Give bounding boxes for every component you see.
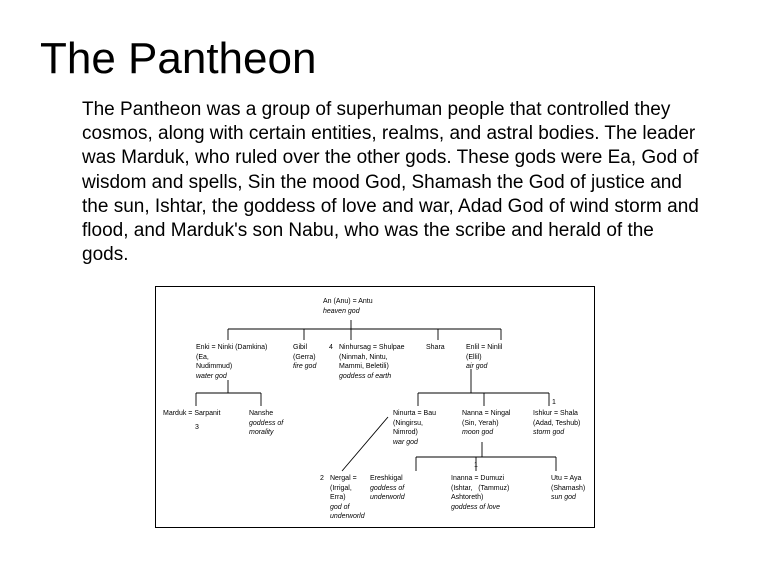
node-utu-role: sun god <box>551 494 576 501</box>
tree-node-nanshe <box>249 409 283 438</box>
node-enki-alias-2: Nudimmud) <box>196 363 233 370</box>
tree-node-ishkur <box>533 409 580 438</box>
node-marduk-number: 3 <box>195 424 199 431</box>
node-shara-name: Shara <box>426 344 445 351</box>
node-ninurta-role: war god <box>393 438 418 446</box>
node-ereshkigal-role-1: goddess of <box>370 484 405 492</box>
node-inanna-role: goddess of love <box>451 503 501 511</box>
tree-node-inanna <box>451 474 509 512</box>
node-inanna-alias-1: (Ishtar, (Tammuz) <box>451 484 510 492</box>
node-enki-role: water god <box>196 372 227 380</box>
node-inanna-alias-2: Ashtoreth) <box>451 494 484 501</box>
node-an-name: An (Anu) = Antu <box>323 298 373 305</box>
node-nanna-alias: (Sin, Yerah) <box>462 419 499 427</box>
node-utu-name: Utu = Aya <box>551 475 582 482</box>
node-ereshkigal-name: Ereshkigal <box>370 475 403 482</box>
node-enki-alias-1: (Ea, <box>196 353 209 361</box>
node-enlil-alias: (Ellil) <box>466 353 482 361</box>
node-ereshkigal-role-2: underworld <box>370 494 405 501</box>
node-nergal-number: 2 <box>320 475 324 482</box>
node-an-role: heaven god <box>323 307 360 315</box>
tree-node-nanna <box>462 409 510 438</box>
node-enki-name: Enki = Ninki (Damkina) <box>196 344 268 351</box>
node-inanna-name: Inanna = Dumuzi <box>451 475 505 482</box>
slide-title: The Pantheon <box>40 34 317 83</box>
node-ninhursag-alias-2: Mammi, Beletili) <box>339 363 389 370</box>
node-inanna-number: 1 <box>474 462 478 469</box>
node-enlil-name: Enlil = Ninlil <box>466 344 503 351</box>
tree-node-ninurta <box>393 409 436 447</box>
node-gibil-alias: (Gerra) <box>293 353 316 361</box>
node-enlil-role: air god <box>466 363 488 370</box>
node-ninhursag-role: goddess of earth <box>339 372 392 380</box>
node-gibil-name: Gibil <box>293 344 308 351</box>
tree-node-nergal <box>330 474 365 522</box>
tree-node-an <box>323 297 373 316</box>
node-nergal-alias-2: Erra) <box>330 494 346 501</box>
slide-paragraph: The Pantheon was a group of superhuman people that controlled they cosmos, along with certain entities, realms, and astral bodies. The leader was Marduk, who ruled over the other gods. These gods were Ea, God of wisdom and spells, Sin the mood God, Shamash the God of justice and the sun, Ishtar, the goddess of love and war, Adad God of wind storm and flood, and Marduk's son Nabu, who was the scribe and herald of the gods. <box>82 99 699 266</box>
node-ishkur-alias: (Adad, Teshub) <box>533 419 581 427</box>
node-gibil-role: fire god <box>293 363 317 370</box>
node-ishkur-role: storm god <box>533 429 565 436</box>
node-ishkur-name: Ishkur = Shala <box>533 410 578 417</box>
node-ninhursag-alias-1: (Ninmah, Nintu, <box>339 353 388 361</box>
node-nanna-name: Nanna = Ningal <box>462 410 511 417</box>
node-ninurta-alias-2: Nimrod) <box>393 429 418 436</box>
node-ninhursag-number: 4 <box>329 344 333 351</box>
tree-node-enlil <box>466 343 502 372</box>
node-utu-alias: (Shamash) <box>551 484 586 492</box>
node-nanna-role: moon god <box>462 429 494 436</box>
node-nanshe-role-1: goddess of <box>249 419 284 427</box>
pantheon-family-tree <box>155 286 595 528</box>
node-marduk-name: Marduk = Sarpanit <box>163 410 221 417</box>
node-nergal-name: Nergal = <box>330 475 357 482</box>
node-ninurta-name: Ninurta = Bau <box>393 410 436 417</box>
node-nanshe-role-2: morality <box>249 429 274 436</box>
tree-node-ereshkigal <box>370 474 405 503</box>
tree-node-ninhursag <box>339 343 405 381</box>
tree-node-utu <box>551 474 585 503</box>
node-nergal-role-2: underworld <box>330 513 365 520</box>
tree-node-marduk <box>163 409 220 419</box>
tree-node-gibil <box>293 343 316 372</box>
tree-node-enki <box>196 343 267 381</box>
node-ninurta-alias-1: (Ningirsu, <box>393 419 423 427</box>
node-nanshe-name: Nanshe <box>249 410 274 417</box>
node-nergal-role-1: god of <box>330 503 350 511</box>
tree-node-shara <box>426 343 445 353</box>
node-nergal-alias-1: (Irrigal, <box>330 484 352 492</box>
node-ninhursag-name: Ninhursag = Shulpae <box>339 344 405 351</box>
node-ishkur-number: 1 <box>552 399 556 406</box>
